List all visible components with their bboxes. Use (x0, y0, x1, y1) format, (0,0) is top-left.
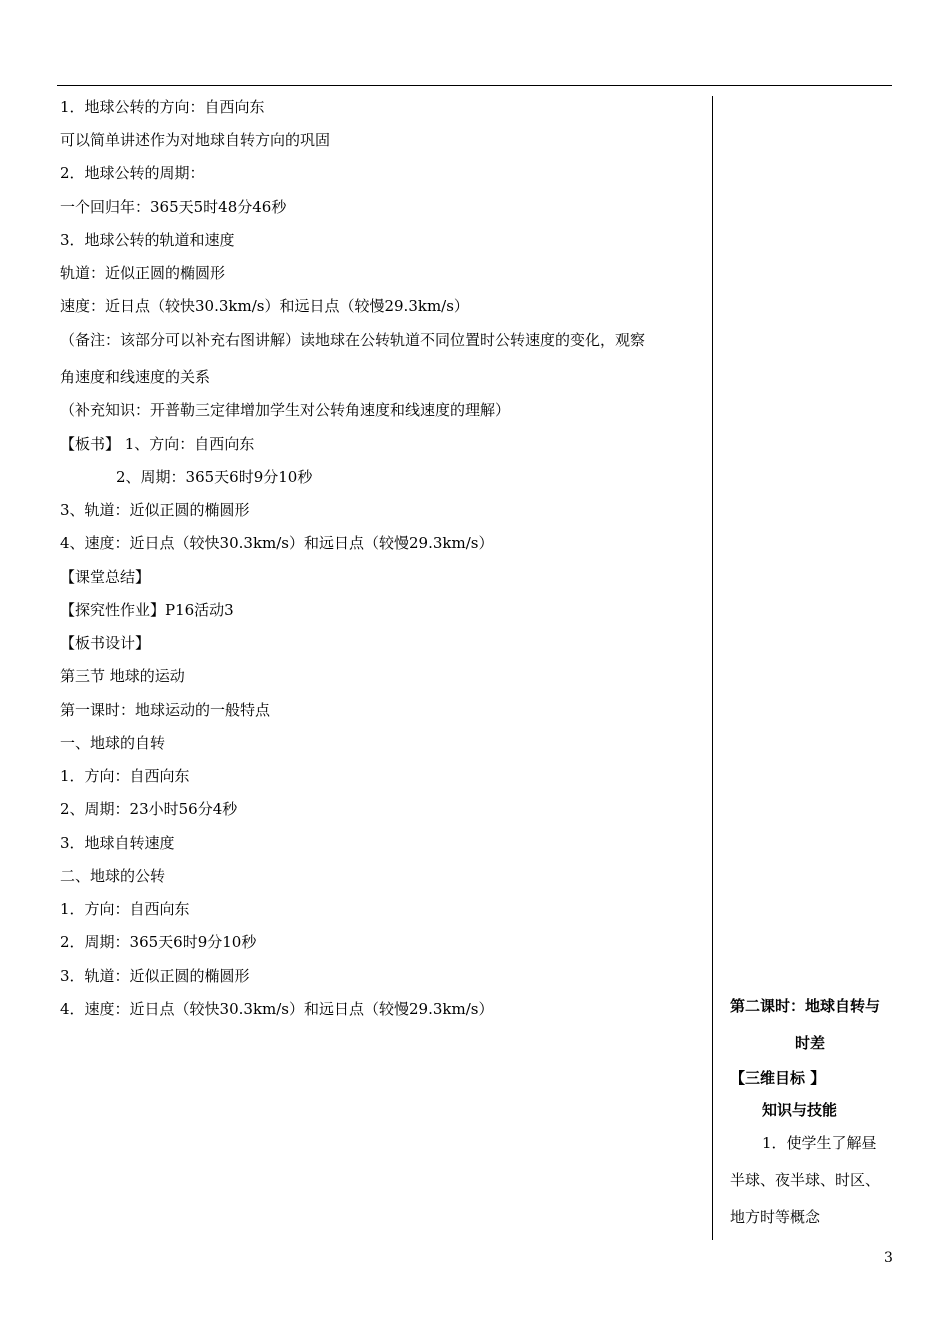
page-number: 3 (884, 1250, 893, 1266)
text-line: 1．地球公转的方向：自西向东 (60, 98, 265, 116)
text-line: 第三节 地球的运动 (60, 667, 185, 685)
side-heading: 第二课时：地球自转与 (730, 997, 881, 1015)
text-line: 3．地球自转速度 (60, 834, 175, 852)
header-rule (57, 85, 892, 86)
text-line: 【板书】 1、方向：自西向东 (60, 435, 255, 453)
text-line: 角速度和线速度的关系 (60, 368, 211, 386)
text-line: 2．周期：365天6时9分10秒 (60, 933, 257, 951)
text-line: 2、周期：23小时56分4秒 (60, 800, 238, 818)
text-line: （补充知识：开普勒三定律增加学生对公转角速度和线速度的理解） (60, 401, 511, 419)
side-text-line: 1．使学生了解昼 (762, 1134, 877, 1152)
text-line: 3、轨道：近似正圆的椭圆形 (60, 501, 250, 519)
text-line: 一、地球的自转 (60, 734, 166, 752)
column-divider (712, 96, 713, 1240)
text-line: 【课堂总结】 (60, 568, 151, 586)
side-text-line: 地方时等概念 (730, 1208, 821, 1226)
text-line: 【板书设计】 (60, 634, 151, 652)
text-line: 二、地球的公转 (60, 867, 166, 885)
text-line: 可以简单讲述作为对地球自转方向的巩固 (60, 131, 331, 149)
text-line: 4、速度：近日点（较快30.3km/s）和远日点（较慢29.3km/s） (60, 534, 494, 552)
side-heading: 知识与技能 (762, 1101, 838, 1119)
text-line: 2．地球公转的周期： (60, 164, 205, 182)
text-line: 3．地球公转的轨道和速度 (60, 231, 235, 249)
side-heading: 时差 (795, 1034, 826, 1052)
text-line: 轨道：近似正圆的椭圆形 (60, 264, 226, 282)
text-line: 速度：近日点（较快30.3km/s）和远日点（较慢29.3km/s） (60, 297, 469, 315)
side-heading: 【三维目标 】 (730, 1069, 826, 1087)
text-line: 第一课时：地球运动的一般特点 (60, 701, 271, 719)
text-line: 1．方向：自西向东 (60, 900, 190, 918)
text-line: 2、周期：365天6时9分10秒 (116, 468, 313, 486)
side-text-line: 半球、夜半球、时区、 (730, 1171, 881, 1189)
text-line: （备注：该部分可以补充右图讲解）读地球在公转轨道不同位置时公转速度的变化，观察 (60, 331, 646, 349)
text-line: 【探究性作业】P16活动3 (60, 601, 234, 619)
text-line: 3．轨道：近似正圆的椭圆形 (60, 967, 250, 985)
text-line: 4．速度：近日点（较快30.3km/s）和远日点（较慢29.3km/s） (60, 1000, 494, 1018)
text-line: 一个回归年：365天5时48分46秒 (60, 198, 287, 216)
text-line: 1．方向：自西向东 (60, 767, 190, 785)
